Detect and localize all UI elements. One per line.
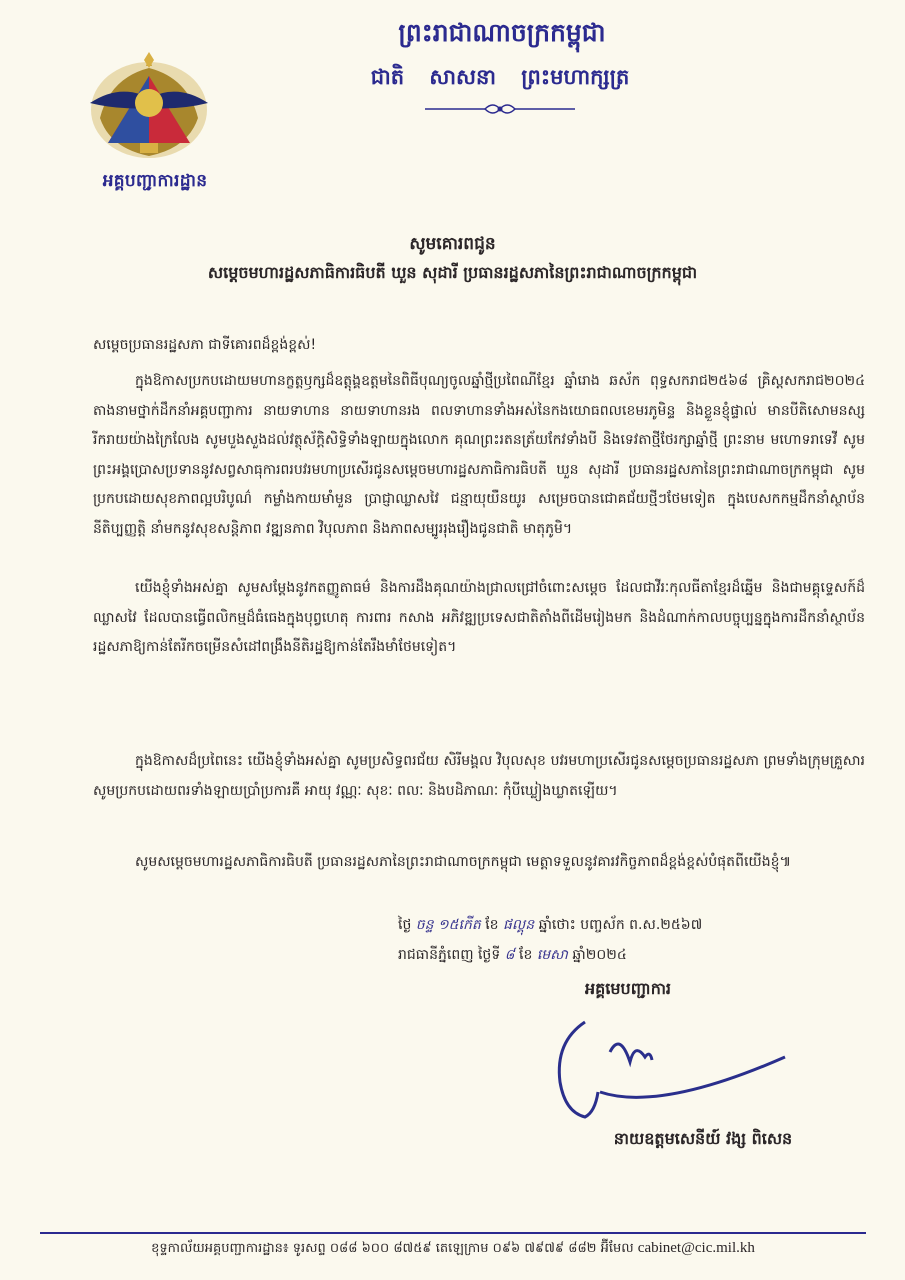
signer-name: នាយឧត្តមសេនីយ៍ វង្ស ពិសេន (613, 1129, 793, 1148)
kingdom-title: ព្រះរាជាណាចក្រកម្ពុជា (398, 18, 606, 47)
footer-contact (40, 1240, 866, 1259)
lunar-date (398, 915, 702, 936)
solar-day: ៨ (504, 947, 515, 963)
lunar-month: ផល្គុន (503, 917, 535, 933)
military-emblem-icon (80, 48, 218, 166)
footer-contact-text: ខុទ្ទកាល័យអគ្គបញ្ជាការដ្ឋាន៖ ទូរសព្ទ ០៨៨ ៦០០ ៨៧៥៩ តេឡេក្រាម ០៩៦ ៧៩៧៩ ៨៨២ អ៊ីមែល (151, 1241, 634, 1256)
footer-email-link[interactable]: cabinet@cic.mil.kh (637, 1240, 755, 1256)
addressee-line: សម្តេចមហារដ្ឋសភាធិការធិបតី ឃួន សុដារី ប្រធានរដ្ឋសភានៃព្រះរាជាណាចក្រកម្ពុជា (207, 263, 698, 282)
solar-year: ឆ្នាំ២០២៤ (572, 947, 627, 963)
lunar-day: ចន្ទ ១៥កើត (415, 917, 481, 933)
solar-month: មេសា (536, 947, 568, 963)
month-label: ខែ (519, 947, 533, 963)
signer-title: អគ្គមេបញ្ជាការ (584, 979, 671, 998)
footer-divider (40, 1232, 866, 1234)
salutation-line: សូមគោរពជូន (409, 234, 496, 254)
paragraph-text: យើងខ្ញុំទាំងអស់គ្នា សូមសម្តែងនូវកតញ្ញូតាធម៌ និងការដឹងគុណយ៉ាងជ្រាលជ្រៅចំពោះសម្តេច ដែលជាវីរៈកុលធីតាខ្មែរដ៏ឆ្នើម និងជាមគ្គុទ្ទេសក៍ដ៏ឈ្លាសវៃ ដែលបានធ្វើពលិកម្មដ៏ធំធេងក្នុងបុព្វហេតុ ការពារ កសាង អភិវឌ្ឍប្រទេសជាតិតាំងពីដើមរៀងមក និងដំណាក់កាលបច្ចុប្បន្នក្នុងការដឹកនាំស្ថាប័នរដ្ឋសភាឱ្យកាន់តែរីកចម្រើនសំដៅពង្រឹងនីតិរដ្ឋឱ្យកាន់តែរឹងមាំថែមទៀត។ (93, 580, 865, 656)
body-paragraph-3 (93, 747, 865, 806)
lunar-month-label: ខែ (485, 917, 499, 933)
paragraph-text: សូមសម្តេចមហារដ្ឋសភាធិការធិបតី ប្រធានរដ្ឋសភានៃព្រះរាជាណាចក្រកម្ពុជា មេត្តាទទួលនូវគារវកិច្ចភាពដ៏ខ្ពង់ខ្ពស់បំផុតពីយើងខ្ញុំ៕ (135, 854, 792, 870)
organization-name: អគ្គបញ្ជាការដ្ឋាន (102, 171, 208, 191)
national-motto: ជាតិ សាសនា ព្រះមហាក្សត្រ (370, 65, 630, 89)
body-paragraph-2 (93, 574, 865, 663)
paragraph-text: ក្នុងឱកាសដ៏ប្រពៃនេះ យើងខ្ញុំទាំងអស់គ្នា សូមប្រសិទ្ធពរជ័យ សិរីមង្គល វិបុលសុខ បវរមហាប្រសើរជូនសម្តេចប្រធានរដ្ឋសភា ព្រមទាំងក្រុមគ្រួសារ សូមប្រកបដោយពរទាំងឡាយប្រាំប្រការគឺ អាយុ វណ្ណៈ សុខៈ ពលៈ និងបដិភាណៈ កុំបីឃ្លៀងឃ្លាតឡើយ។ (93, 753, 865, 799)
handwritten-signature-icon (540, 1012, 790, 1132)
ornament-divider-icon (425, 99, 575, 119)
lunar-year: ឆ្នាំថោះ បញ្ចស័ក ព.ស.២៥៦៧ (538, 917, 703, 933)
lunar-prefix: ថ្ងៃ (398, 917, 412, 933)
place-label: រាជធានីភ្នំពេញ ថ្ងៃទី (398, 947, 501, 963)
paragraph-text: ក្នុងឱកាសប្រកបដោយមហានក្ខត្តឫក្សដ៏ឧត្តុង្គឧត្តមនៃពិធីបុណ្យចូលឆ្នាំថ្មីប្រពៃណីខ្មែរ ឆ្នាំរោង ឆស័ក ពុទ្ធសករាជ២៥៦៨ គ្រិស្តសករាជ២០២៤ តាងនាមថ្នាក់ដឹកនាំអគ្គបញ្ជាការ នាយទាហាន នាយទាហានរង ពលទាហានទាំងអស់នៃកងយោធពលខេមរភូមិន្ទ និងខ្លួនខ្ញុំផ្ទាល់ មានបីតិសោមនស្សរីករាយយ៉ាងក្រៃលែង សូមបួងសួងដល់វត្ថុស័ក្តិសិទ្ធិទាំងឡាយក្នុងលោក គុណព្រះរតនត្រ័យកែវទាំងបី និងទេវតាថ្មីថែរក្សាឆ្នាំថ្មី ព្រះនាម មហោទរាទេវី សូមព្រះអង្គប្រោសប្រទាននូវសព្វសាធុការពរបវរមហាប្រសើរជូនសម្តេចមហារដ្ឋសភាធិការធិបតី ឃួន សុដារី ប្រធានរដ្ឋសភានៃព្រះរាជាណាចក្រកម្ពុជា សូមប្រកបដោយសុខភាពល្អបរិបូណ៌ កម្លាំងកាយមាំមួន ប្រាជ្ញាឈ្លាសវៃ ជន្មាយុយឺនយូរ សម្រេចបានជោគជ័យថ្មីៗថែមទៀត ក្នុងបេសកកម្មដឹកនាំស្ថាប័ននីតិប្បញ្ញត្តិ នាំមកនូវសុខសន្តិភាព វឌ្ឍនភាព វិបុលភាព និងភាពសម្បូររុងរឿងជូនជាតិ មាតុភូមិ។ (93, 373, 865, 537)
body-paragraph-1 (93, 367, 865, 545)
solar-date (398, 945, 627, 966)
opening-greeting: សម្តេចប្រធានរដ្ឋសភា ជាទីគោរពដ៏ខ្ពង់ខ្ពស់! (93, 337, 317, 353)
body-paragraph-4 (93, 848, 865, 878)
